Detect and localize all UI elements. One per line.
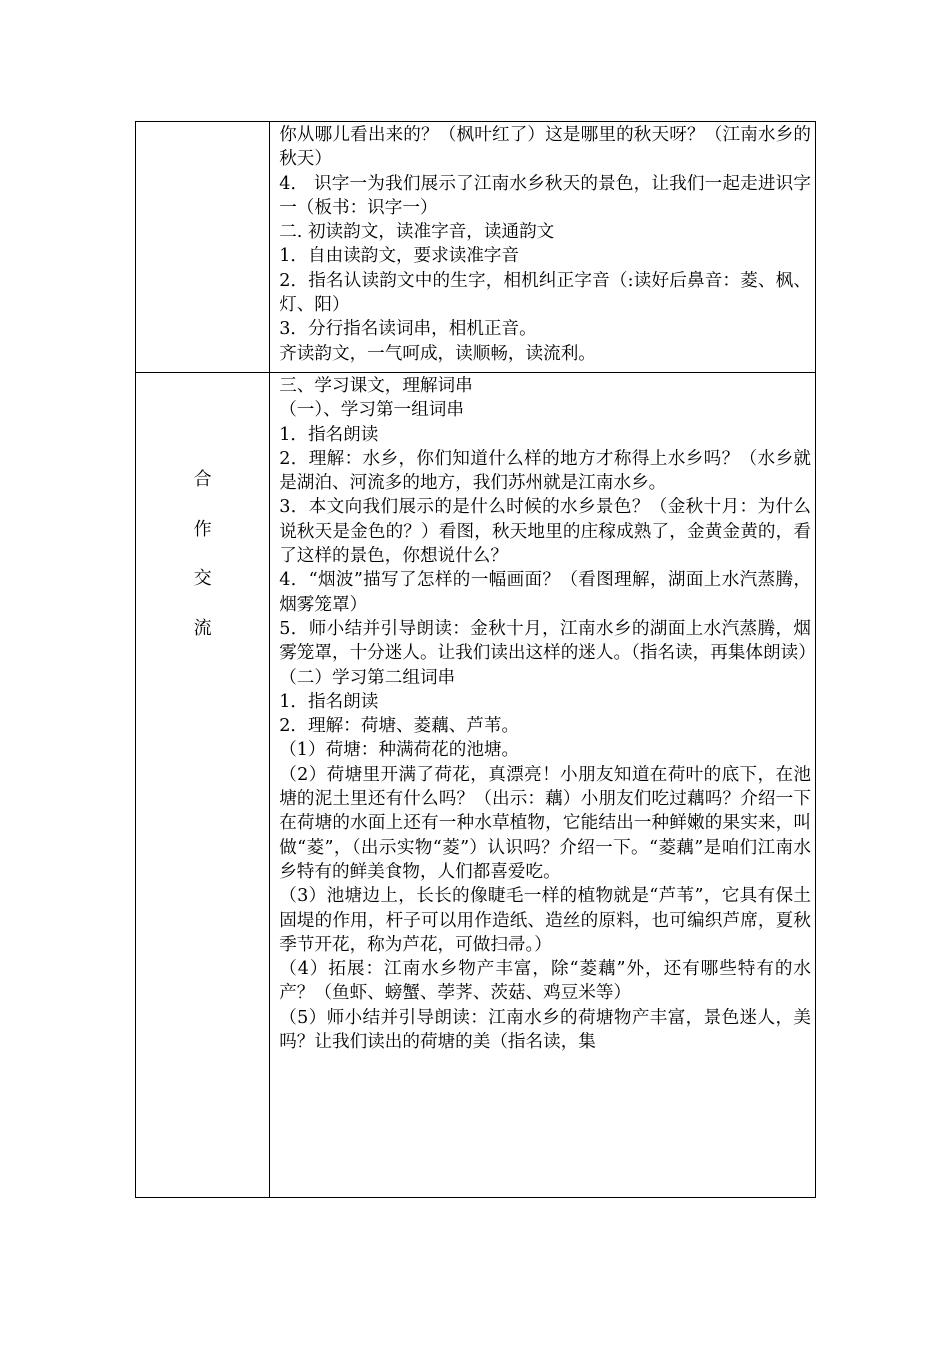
lesson-line: （二）学习第二组词串 xyxy=(279,667,456,688)
lesson-line: 1．指名朗读 xyxy=(279,691,379,712)
lesson-line: 你从哪儿看出来的？（枫叶红了）这是哪里的秋天呀？（江南水乡的秋天） xyxy=(279,125,811,170)
stage-label-char: 流 xyxy=(193,617,212,639)
stage-label-cooperation-exchange xyxy=(191,455,215,653)
stage-label-char: 交 xyxy=(193,568,212,589)
lesson-line: 三、学习课文，理解词串 xyxy=(279,376,473,396)
lesson-line: 3．分行指名读词串，相机正音。 xyxy=(279,319,537,340)
lesson-content-text xyxy=(270,373,815,1054)
lesson-line: （1）荷塘：种满荷花的池塘。 xyxy=(279,740,520,761)
lesson-line: （5）师小结并引导朗读：江南水乡的荷塘物产丰富，景色迷人，美吗？让我们读出的荷塘的美（指名读，集 xyxy=(279,1007,811,1053)
lesson-line: 2．指名认读韵文中的生字，相机纠正字音（:读好后鼻音：菱、枫、灯、阳） xyxy=(279,270,811,316)
lesson-line: 4．“烟波”描写了怎样的一幅画面？（看图理解，湖面上水汽蒸腾，烟雾笼罩） xyxy=(279,570,811,615)
table-row xyxy=(136,122,816,373)
lesson-plan-table xyxy=(135,121,816,1198)
lesson-content-text xyxy=(270,122,815,366)
lesson-content-cell xyxy=(270,122,816,373)
lesson-line: 1．自由读韵文，要求读准字音 xyxy=(279,246,520,267)
lesson-line: 3．本文向我们展示的是什么时候的水乡景色？（金秋十月：为什么说秋天是金色的？）看图，秋天地里的庄稼成熟了，金黄金黄的，看了这样的景色，你想说什么？ xyxy=(279,497,811,567)
lesson-line: （2）荷塘里开满了荷花，真漂亮！小朋友知道在荷叶的底下，在池塘的泥土里还有什么吗？（出示：藕）小朋友们吃过藕吗？介绍一下在荷塘的水面上还有一种水草植物，它能结出一种鲜嫩的果实来，叫做“菱”，（出示实物“菱”）认识吗？介绍一下。“菱藕”是咱们江南水乡特有的鲜美食物，人们都喜爱吃。 xyxy=(279,764,811,882)
lesson-line: 4． 识字一为我们展示了江南水乡秋天的景色，让我们一起走进识字一（板书：识字一） xyxy=(279,173,811,218)
lesson-line: 1．指名朗读 xyxy=(279,424,379,445)
stage-label-cell-empty xyxy=(136,122,270,373)
lesson-line: （4）拓展：江南水乡物产丰富，除“菱藕”外，还有哪些特有的水产？（鱼虾、螃蟹、荸荠、茨菇、鸡豆米等） xyxy=(279,959,811,1004)
lesson-line: 齐读韵文，一气呵成，读顺畅，读流利。 xyxy=(279,343,596,364)
lesson-line: （一）、学习第一组词串 xyxy=(279,400,464,421)
lesson-line: 5．师小结并引导朗读：金秋十月，江南水乡的湖面上水汽蒸腾，烟雾笼罩，十分迷人。让我们读出这样的迷人。（指名读，再集体朗读） xyxy=(279,618,816,664)
lesson-line: 2．理解：水乡，你们知道什么样的地方才称得上水乡吗？（水乡就是湖泊、河流多的地方，我们苏州就是江南水乡。 xyxy=(279,448,811,494)
lesson-content-cell xyxy=(270,373,816,1198)
lesson-line: （3）池塘边上，长长的像睫毛一样的植物就是“芦苇”，它具有保土固堤的作用，杆子可以用作造纸、造丝的原料，也可编织芦席，夏秋季节开花，称为芦花，可做扫帚。） xyxy=(279,886,811,955)
stage-label-char: 合 xyxy=(193,469,212,490)
table-row xyxy=(136,373,816,1198)
stage-label-cell xyxy=(136,373,270,1198)
lesson-line: 二. 初读韵文，读准字音，读通韵文 xyxy=(279,222,555,243)
lesson-line: 2．理解：荷塘、菱藕、芦苇。 xyxy=(279,716,520,737)
stage-label-char: 作 xyxy=(193,518,212,540)
